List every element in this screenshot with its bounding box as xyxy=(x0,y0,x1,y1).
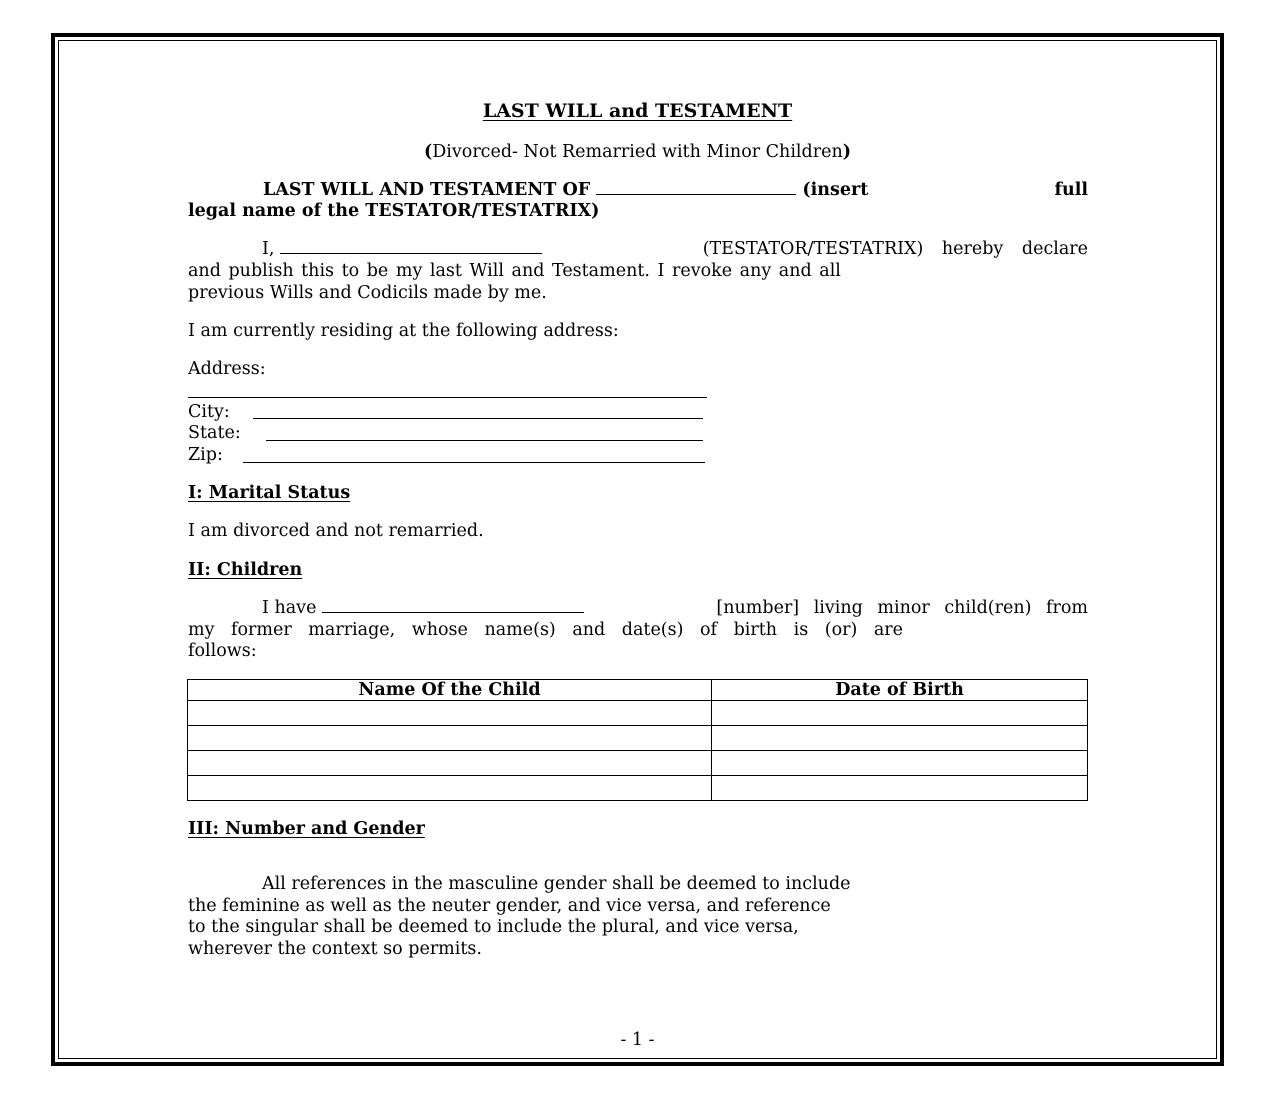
child-name-cell[interactable] xyxy=(188,776,712,801)
residing-text: I am currently residing at the following address: xyxy=(188,321,619,341)
zip-label: Zip: xyxy=(188,445,223,465)
gender-line1: All references in the masculine gender shall be deemed to include xyxy=(262,874,851,894)
heading-line2: legal name of the TESTATOR/TESTATRIX) xyxy=(188,201,600,221)
heading-prefix: LAST WILL AND TESTAMENT OF xyxy=(263,180,591,200)
table-row xyxy=(188,701,1088,726)
gender-line2: the feminine as well as the neuter gender, and vice versa, and reference xyxy=(188,896,831,916)
heading-full: full xyxy=(1054,180,1088,200)
declaration-line2: and publish this to be my last Will and Testament. I revoke any and all xyxy=(188,261,841,281)
section2-title: II: Children xyxy=(188,560,303,580)
child-dob-cell[interactable] xyxy=(712,751,1088,776)
document-title: LAST WILL and TESTAMENT xyxy=(482,100,793,122)
zip-line[interactable] xyxy=(243,462,705,463)
table-row xyxy=(188,776,1088,801)
table-row xyxy=(188,751,1088,776)
children-line1 xyxy=(188,597,1088,619)
page-number: - 1 - xyxy=(620,1030,655,1050)
children-prefix: I have xyxy=(262,598,317,618)
state-line[interactable] xyxy=(266,440,703,441)
state-label: State: xyxy=(188,423,241,443)
subtitle-open-paren: ( xyxy=(423,142,433,162)
testator-heading xyxy=(188,179,1088,201)
table-header-row xyxy=(188,680,1088,701)
address-label: Address: xyxy=(188,359,266,379)
subtitle-close-paren: ) xyxy=(842,142,851,162)
children-tail: [number] living minor child(ren) from xyxy=(716,598,1088,618)
heading-insert: (insert xyxy=(802,180,869,200)
child-name-cell[interactable] xyxy=(188,726,712,751)
city-line[interactable] xyxy=(253,418,703,419)
header-date-of-birth: Date of Birth xyxy=(712,680,1088,701)
children-line3: follows: xyxy=(188,641,257,661)
header-child-name: Name Of the Child xyxy=(188,680,712,701)
section1-text: I am divorced and not remarried. xyxy=(188,521,484,541)
declaration-line1 xyxy=(188,238,1088,260)
address-line[interactable] xyxy=(188,397,707,398)
section1-title: I: Marital Status xyxy=(188,483,351,503)
table-row xyxy=(188,726,1088,751)
children-line2: my former marriage, whose name(s) and date(s) of birth is (or) are xyxy=(188,620,904,640)
city-label: City: xyxy=(188,402,230,422)
declaration-line3: previous Wills and Codicils made by me. xyxy=(188,283,547,303)
section3-title: III: Number and Gender xyxy=(188,819,425,839)
children-count-blank[interactable] xyxy=(322,598,584,613)
declaration-tail: (TESTATOR/TESTATRIX) hereby declare xyxy=(702,239,1088,259)
declaration-i: I, xyxy=(262,239,275,259)
subtitle-text: Divorced- Not Remarried with Minor Children xyxy=(432,142,843,162)
child-dob-cell[interactable] xyxy=(712,776,1088,801)
declarant-name-blank[interactable] xyxy=(280,239,542,254)
testator-name-blank[interactable] xyxy=(596,180,796,195)
gender-line4: wherever the context so permits. xyxy=(188,939,482,959)
child-name-cell[interactable] xyxy=(188,701,712,726)
gender-line3: to the singular shall be deemed to include the plural, and vice versa, xyxy=(188,917,799,937)
document-subtitle xyxy=(0,141,1275,163)
child-name-cell[interactable] xyxy=(188,751,712,776)
child-dob-cell[interactable] xyxy=(712,726,1088,751)
child-dob-cell[interactable] xyxy=(712,701,1088,726)
children-table xyxy=(187,679,1088,801)
